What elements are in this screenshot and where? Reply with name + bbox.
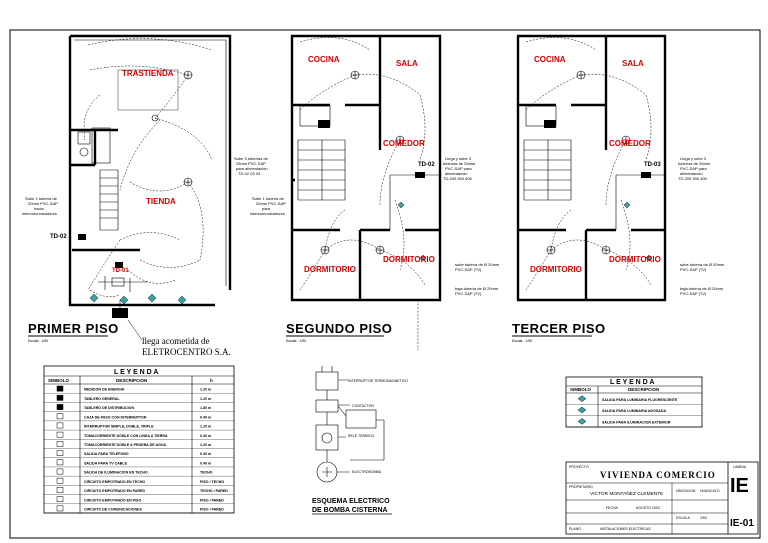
svg-text:Sube 3 tuberías de: Sube 3 tuberías de [234, 156, 268, 161]
pump-contactor [316, 400, 338, 412]
floor3-note-right [678, 156, 711, 181]
floor2-circuits [300, 38, 425, 291]
floor1-note-left [22, 196, 58, 216]
svg-text:PVC-SAP (TV): PVC-SAP (TV) [455, 267, 482, 272]
pump-schematic [312, 366, 408, 514]
legend-row-symbol-icon [57, 414, 63, 419]
svg-text:tuberías de 25mm: tuberías de 25mm [443, 161, 476, 166]
floor1-scale: Escala : 1/50 [28, 339, 49, 343]
legend-row-symbol-icon [57, 386, 63, 391]
floor1-note-right [234, 156, 269, 176]
legend-row-symbol-icon [57, 423, 63, 428]
svg-text:Llega y sube 3: Llega y sube 3 [445, 156, 472, 161]
svg-text:PVC-SAP (TV): PVC-SAP (TV) [455, 291, 482, 296]
room-label-tienda: TIENDA [146, 197, 176, 206]
room-label-comedor-3: COMEDOR [609, 139, 651, 148]
legend-row-symbol-icon [57, 395, 63, 400]
legend-row-description: TOMACORRIENTE DOBLE A PRUEBA DE AGUA [84, 443, 167, 447]
legend-row-symbol-icon [57, 469, 63, 474]
svg-text:Sube 1 tubería de: Sube 1 tubería de [25, 196, 57, 201]
floor3-circuits [526, 38, 651, 291]
legend-row-height: TECHO [200, 470, 213, 475]
tb-owner-label: PROPIETARIO [569, 485, 593, 489]
legend-row-height: 0.40 m [200, 461, 212, 466]
legend-row-description: TABLERO DE DISTRIBUCION [84, 406, 135, 411]
legend2-row-symbol-icon [578, 407, 586, 413]
svg-text:20mm PVC-SAP: 20mm PVC-SAP [28, 201, 58, 206]
svg-text:intercomunicadores: intercomunicadores [250, 211, 285, 216]
svg-text:hacia: hacia [34, 206, 44, 211]
legend2-row-symbol-icon [578, 396, 586, 402]
acometida-note [128, 320, 231, 357]
floor3-title: TERCER PISO [512, 321, 606, 336]
svg-text:Sube 1 tubería de: Sube 1 tubería de [252, 196, 284, 201]
title-block [566, 462, 758, 534]
legend-row-height: 0.40 m [200, 452, 212, 457]
tb-sheet-name: INSTALACIONES ELECTRICAS [600, 527, 651, 531]
svg-text:baja tubería de Ø 20mm: baja tubería de Ø 20mm [680, 286, 724, 291]
room-label-cocina-3: COCINA [534, 55, 566, 64]
legend-main-header-symbol: SIMBOLO [48, 378, 69, 383]
floor1-panel-label: TD-01 [112, 268, 129, 274]
legend2-row-symbol-icon [578, 418, 586, 424]
legend-row-description: CIRCUITO EMPOTRADO EN PISO [84, 498, 142, 503]
floor2-note-left [250, 196, 286, 216]
floor-plan-1 [22, 36, 269, 357]
svg-text:sube tubería de Ø 20mm: sube tubería de Ø 20mm [680, 262, 725, 267]
floor1-title: PRIMER PISO [28, 321, 119, 336]
tb-date: AGOSTO 2020 [636, 506, 660, 510]
legend-row-description: TABLERO GENERAL [84, 396, 120, 401]
svg-text:20mm PVC-SAP: 20mm PVC-SAP [256, 201, 286, 206]
svg-text:TD-209 300 400: TD-209 300 400 [443, 176, 472, 181]
legend-row-height: 1.20 m [200, 396, 212, 401]
legend-row-height: 1.20 m [200, 424, 212, 429]
floor-plan-3 [512, 36, 725, 343]
svg-text:ELETROCENTRO S.A.: ELETROCENTRO S.A. [142, 347, 231, 357]
floor3-panel-label: TD-03 [644, 162, 661, 168]
pump-relay [316, 425, 338, 450]
tb-code-big: IE [730, 475, 749, 497]
tb-sheet-label: PLANO [569, 527, 581, 531]
legend-row-symbol-icon [57, 460, 63, 465]
tb-date-label: FECHA [606, 506, 618, 510]
legend-row-symbol-icon [57, 487, 63, 492]
legend-row-description: CIRCUITO DE COMUNICACIONES [84, 507, 142, 512]
floor2-panel-label: TD-02 [418, 162, 435, 168]
svg-text:para: para [262, 206, 271, 211]
pump-title-1: ESQUEMA ELECTRICO [312, 498, 390, 505]
floor1-partitions [70, 130, 140, 250]
svg-text:llega acometida de: llega acometida de [142, 336, 210, 346]
legend-row-description: SALIDA PARA TV CABLE [84, 461, 127, 466]
pump-label-motor: ELECTROBOMBA [352, 470, 382, 474]
legend-row-symbol-icon [57, 432, 63, 437]
floor-plan-2 [250, 36, 500, 350]
room-label-comedor-2: COMEDOR [383, 139, 425, 148]
legend-row-height: PISO / PARED [200, 498, 224, 503]
legend-main-header-desc: DESCRIPCION [116, 378, 148, 383]
pump-label-relay: RELE TERMICO [348, 434, 375, 438]
legend-row-description: TOMACORRIENTE DOBLE CON LINEA A TIERRA [84, 433, 168, 438]
svg-text:PVC-SAP para: PVC-SAP para [680, 166, 707, 171]
legend-row-symbol-icon [57, 497, 63, 502]
pump-breaker [316, 372, 338, 390]
tb-project: VIVIENDA COMERCIO [600, 470, 716, 480]
svg-text:PVC-SAP (TV): PVC-SAP (TV) [680, 291, 707, 296]
floor1-panel2-label: TD-02 [50, 234, 67, 240]
svg-text:PVC-SAP para: PVC-SAP para [445, 166, 472, 171]
room-label-cocina-2: COCINA [308, 55, 340, 64]
legend-row-height: 0.40 m [200, 415, 212, 420]
legend-row-description: SALIDA DE ILUMINACION EN TECHO [84, 470, 148, 475]
tb-corner-label: LAMINA [733, 465, 747, 469]
pump-label-breaker: INTERRUPTOR TERMOMAGNETICO [348, 379, 408, 383]
legend-row-description: CIRCUITO EMPOTRADO EN PARED [84, 489, 145, 494]
legend-row-height: TECHO / PARED [200, 489, 228, 494]
legend-row-description: CAJA DE PASO CON INTERRUPTOR [84, 415, 147, 420]
legend-row-height: PISO / TECHO [200, 479, 225, 484]
floor3-scale: Escala : 1/50 [512, 339, 533, 343]
legend-row-height: PISO / PARED [200, 507, 224, 512]
svg-text:tuberías de 25mm: tuberías de 25mm [678, 161, 711, 166]
legend-main-header-h: h [210, 378, 213, 383]
legend-main-title: L E Y E N D A [114, 369, 159, 376]
room-label-dormitorio-3a: DORMITORIO [530, 265, 582, 274]
pump-label-contactor: CONTACTOR [352, 404, 374, 408]
legend-secondary [566, 377, 702, 427]
svg-text:alimentación: alimentación [680, 171, 703, 176]
svg-text:para alimentación: para alimentación [236, 166, 268, 171]
floor1-ceiling-lights [152, 71, 192, 186]
legend-main [44, 366, 234, 513]
legend2-row-description: SALIDA PARA LUMINARIA FLUORESCENTE [602, 397, 678, 402]
floor1-panel-icon [78, 234, 86, 240]
legend-row-symbol-icon [57, 441, 63, 446]
legend-row-description: SALIDA PARA TELEFONO [84, 452, 129, 457]
tb-scale-label: ESCALA [676, 516, 690, 520]
svg-text:TD-209 300 400: TD-209 300 400 [678, 176, 707, 181]
legend-secondary-header-desc: DESCRIPCION [628, 387, 660, 392]
legend2-row-description: SALIDA PARA ILUMINACION EXTERIOR [602, 420, 671, 425]
legend2-row-description: SALIDA PARA LUMINARIA ADOSADA [602, 409, 667, 414]
floor2-note-right [443, 156, 476, 181]
tb-owner: VICTOR MONTAÑEZ CLEMENTE [590, 492, 664, 497]
floor1-outlet-icons [90, 294, 186, 304]
svg-text:TD-02 03 03: TD-02 03 03 [238, 171, 261, 176]
svg-text:alimentación: alimentación [445, 171, 468, 176]
tb-project-label: PROYECTO [569, 465, 589, 469]
legend-row-height: 1.80 m [200, 406, 212, 411]
svg-text:intercomunicadores: intercomunicadores [22, 211, 57, 216]
room-label-dormitorio-2a: DORMITORIO [304, 265, 356, 274]
svg-text:25mm PVC-SAP: 25mm PVC-SAP [236, 161, 266, 166]
svg-text:baja tubería de Ø 20mm: baja tubería de Ø 20mm [455, 286, 499, 291]
floor2-scale: Escala : 1/50 [286, 339, 307, 343]
floor2-note-low [455, 262, 500, 296]
legend-secondary-header-symbol: SIMBOLO [570, 387, 591, 392]
floor2-title: SEGUNDO PISO [286, 321, 393, 336]
svg-text:sube tubería de Ø 20mm: sube tubería de Ø 20mm [455, 262, 500, 267]
legend-row-description: CIRCUITO EMPOTRADO EN TECHO [84, 479, 146, 484]
svg-text:Llega y sube 3: Llega y sube 3 [680, 156, 707, 161]
legend-row-symbol-icon [57, 478, 63, 483]
legend-row-height: 1.20 m [200, 387, 212, 392]
tb-location: HUANCAYO [700, 489, 720, 493]
svg-text:PVC-SAP (TV): PVC-SAP (TV) [680, 267, 707, 272]
tb-location-label: UBICACION [676, 489, 696, 493]
legend-row-height: 0.40 m [200, 433, 212, 438]
room-label-dormitorio-2b: DORMITORIO [383, 255, 435, 264]
legend-row-symbol-icon [57, 506, 63, 511]
legend-row-symbol-icon [57, 451, 63, 456]
tb-code-small: IE-01 [730, 518, 754, 529]
room-label-sala-2: SALA [396, 59, 418, 68]
legend-secondary-title: L E Y E N D A [610, 379, 655, 386]
floor3-note-low [680, 262, 725, 296]
room-label-trastienda: TRASTIENDA [122, 69, 174, 78]
pump-title-2: DE BOMBA CISTERNA [312, 507, 388, 514]
legend-row-description: INTERRUPTOR SIMPLE, DOBLE, TRIPLE [84, 424, 154, 429]
legend-row-height: 1.20 m [200, 443, 212, 447]
tb-scale: 1/50 [700, 516, 707, 520]
legend-row-description: MEDIDOR DE ENERGIA [84, 387, 125, 392]
room-label-sala-3: SALA [622, 59, 644, 68]
room-label-dormitorio-3b: DORMITORIO [609, 255, 661, 264]
legend-row-symbol-icon [57, 404, 63, 409]
